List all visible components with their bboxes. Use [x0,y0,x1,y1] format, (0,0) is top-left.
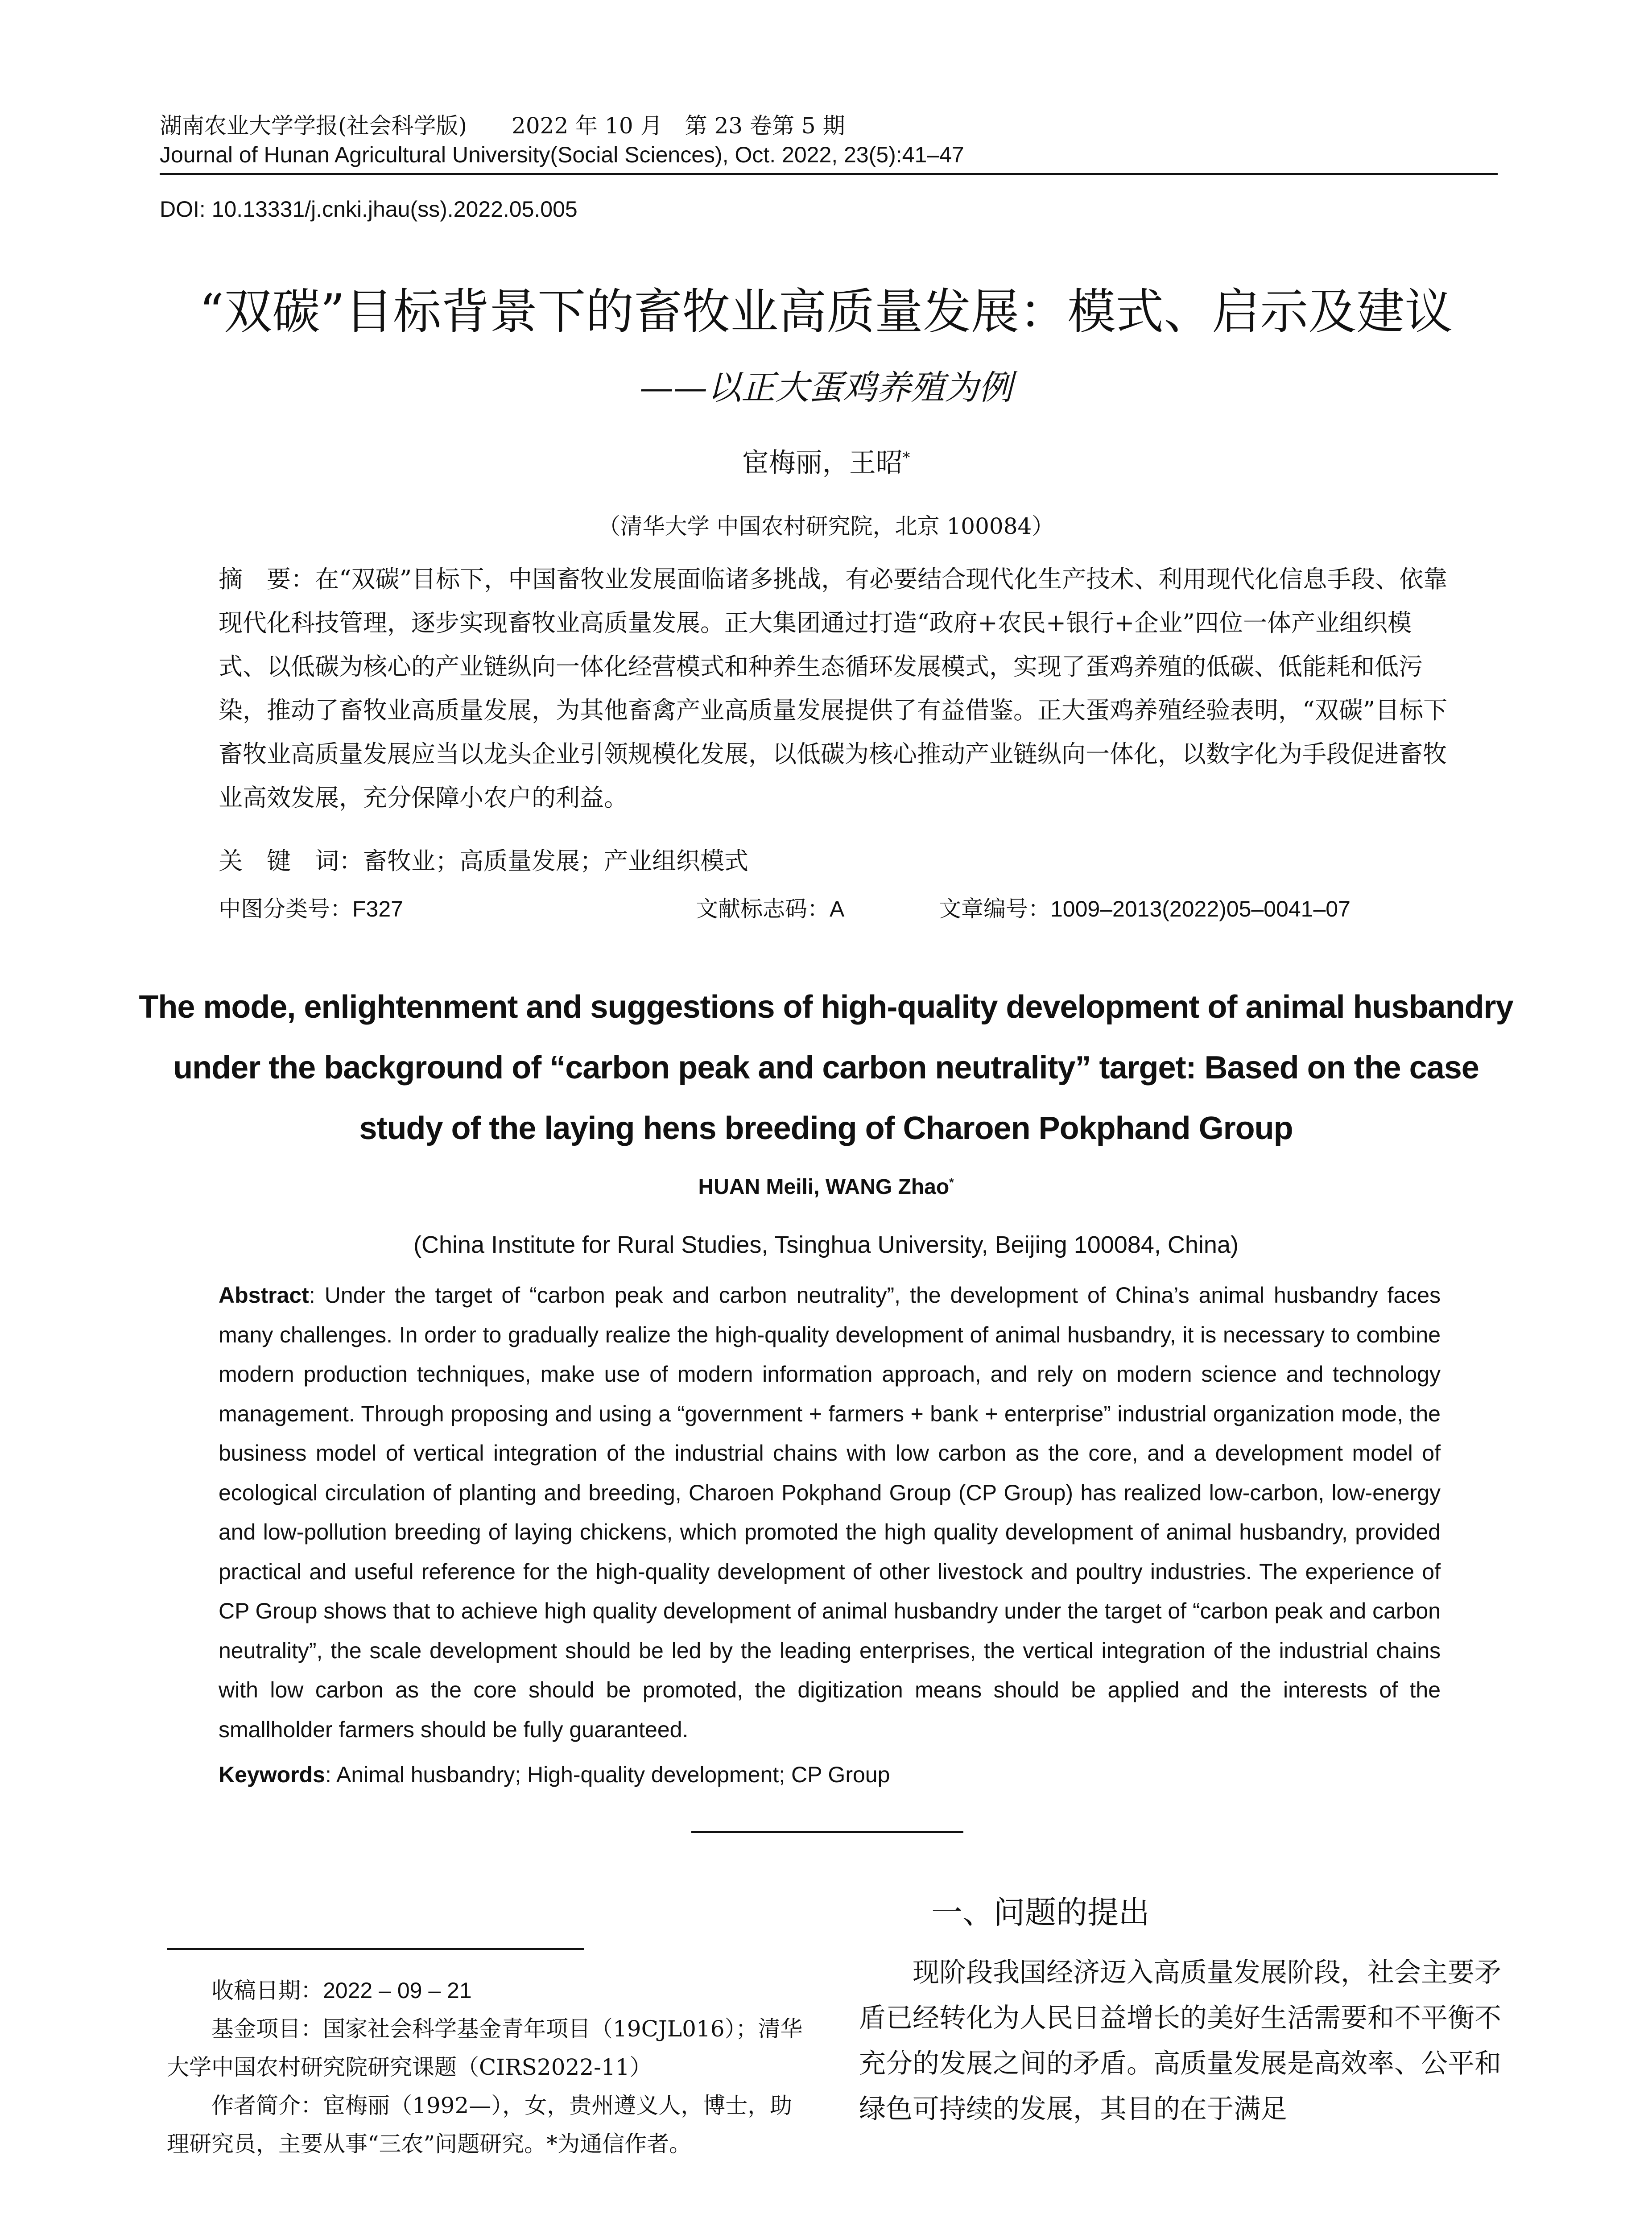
title-cn: “双碳”目标背景下的畜牧业高质量发展：模式、启示及建议 [199,284,1453,340]
body-paragraph [859,1950,1501,2132]
author-bio: 宦梅丽（1992—），女，贵州遵义人，博士，助理研究员，主要从事“三农”问题研究。*为通信作者。 [167,2093,793,2157]
footnote-fund [167,2010,809,2086]
clc-value: F327 [352,896,403,921]
abstract-en-text: : Under the target of “carbon peak and carbon neutrality”, the development of China’s animal husbandry faces many challenges. In order to gradually realize the high-quality development of animal husbandry, it is necessary to combine modern production techniques, make use of modern information approach, and rely on modern science and technology management. Through proposing and using a “government + farmers + bank + enterprise” industrial organization mode, the business model of vertical integration of the industrial chains with low carbon as the core, and a development model of ecological circulation of planting and breeding, Charoen Pokphand Group (CP Group) has realized low-carbon, low-energy and low-pollution breeding of laying chickens, which promoted the high quality development of animal husbandry, provided practical and useful reference for the high-quality development of other livestock and poultry industries. The experience of CP Group shows that to achieve high quality development of animal husbandry under the target of “carbon peak and carbon neutrality”, the scale development should be led by the leading enterprises, the vertical integration of the industrial chains with low carbon as the core should be promoted, the digitization means should be applied and the interests of the smallholder farmers should be fully guaranteed. [219,1283,1441,1742]
abstract-cn [219,558,1450,820]
affiliation-cn: （清华大学 中国农村研究院，北京 100084） [598,513,1054,539]
authors-en-names: HUAN Meili, WANG Zhao [698,1175,950,1199]
authors-cn [0,442,1652,480]
keywords-en-text: : Animal husbandry; High-quality development; CP Group [325,1762,890,1787]
doc-code-label: 文献标志码： [696,896,830,922]
footnotes [167,1971,809,2163]
keywords-cn-label: 关 键 词： [219,847,363,875]
subtitle-cn: ——以正大蛋鸡养殖为例 [640,368,1012,407]
fund-text: 国家社会科学基金青年项目（19CJL016）；清华大学中国农村研究院研究课题（CIRS2022-11） [167,2016,803,2080]
footnote-received [167,1971,809,2010]
abstract-divider [691,1831,963,1833]
abstract-cn-text: 在“双碳”目标下，中国畜牧业发展面临诸多挑战，有必要结合现代化生产技术、利用现代化信息手段、依靠现代化科技管理，逐步实现畜牧业高质量发展。正大集团通过打造“政府+农民+银行+企业”四位一体产业组织模式、以低碳为核心的产业链纵向一体化经营模式和种养生态循环发展模式，实现了蛋鸡养殖的低碳、低能耗和低污染，推动了畜牧业高质量发展，为其他畜禽产业高质量发展提供了有益借鉴。正大蛋鸡养殖经验表明，“双碳”目标下畜牧业高质量发展应当以龙头企业引领规模化发展，以低碳为核心推动产业链纵向一体化，以数字化为手段促进畜牧业高效发展，充分保障小农户的利益。 [219,565,1448,812]
affiliation-en: (China Institute for Rural Studies, Tsinghua University, Beijing 100084, China) [413,1231,1239,1258]
abstract-cn-label: 摘 要： [219,565,315,593]
title-en: The mode, enlightenment and suggestions of high-quality development of animal husbandry under the background of “carbon peak and carbon neutrality” target: Based on the case study of the laying hens breeding of Charoen Pokphand Group [139,989,1513,1146]
abstract-en [219,1276,1441,1749]
journal-info-cn: 湖南农业大学学报(社会科学版) 2022 年 10 月 第 23 卷第 5 期 [160,113,845,139]
clc-number [219,891,403,923]
fund-label: 基金项目： [211,2016,323,2042]
keywords-en [219,1762,890,1788]
keywords-en-label: Keywords [219,1762,325,1787]
corresponding-mark-en: * [949,1176,954,1189]
keywords-cn-text: 畜牧业；高质量发展；产业组织模式 [363,847,748,875]
article-no-label: 文章编号： [939,896,1050,922]
document-code [696,891,844,923]
article-no-value: 1009–2013(2022)05–0041–07 [1050,896,1351,921]
body-paragraph-text: 现阶段我国经济迈入高质量发展阶段，社会主要矛盾已经转化为人民日益增长的美好生活需要和不平衡不充分的发展之间的矛盾。高质量发展是高效率、公平和绿色可持续的发展，其目的在于满足 [859,1957,1501,2125]
author-label: 作者简介： [211,2093,323,2118]
keywords-cn [219,842,748,876]
journal-info-en: Journal of Hunan Agricultural University(Social Sciences), Oct. 2022, 23(5):41–47 [160,142,964,167]
authors-en [0,1175,1652,1199]
article-number [939,891,1351,923]
header-divider [160,173,1498,175]
doi[interactable]: DOI: 10.13331/j.cnki.jhau(ss).2022.05.005 [160,197,578,222]
abstract-en-label: Abstract [219,1283,309,1308]
clc-label: 中图分类号： [219,896,352,922]
corresponding-mark: * [902,449,910,466]
received-date: 2022 – 09 – 21 [323,1978,472,2003]
authors-cn-names: 宦梅丽，王昭 [742,447,903,479]
received-label: 收稿日期： [211,1978,323,2003]
footnote-divider [167,1948,584,1950]
doc-code-value: A [830,896,845,921]
section-heading: 一、问题的提出 [931,1894,1150,1931]
footnote-author [167,2086,809,2163]
